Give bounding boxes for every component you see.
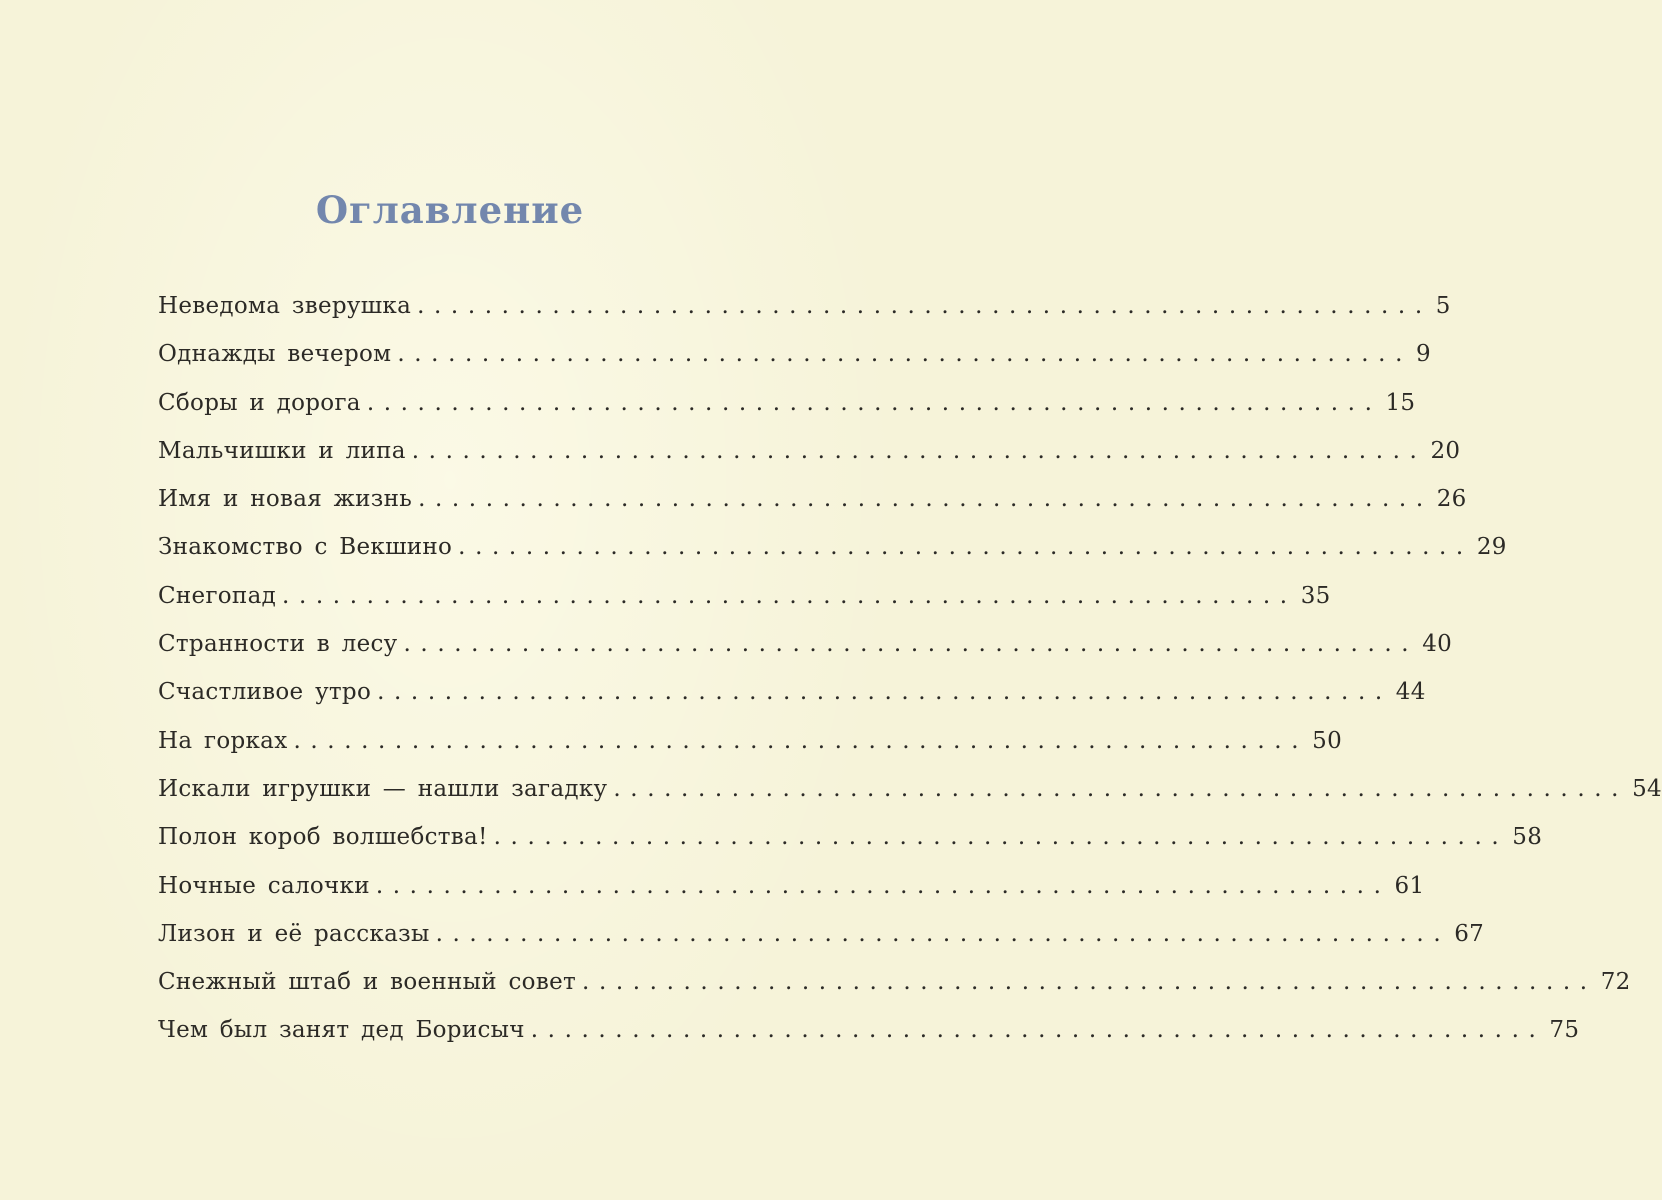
toc-entry-page: 50 xyxy=(1312,727,1343,754)
toc-entry-title: Снежный штаб и военный совет xyxy=(158,969,577,996)
toc-entry-title: Странности в лесу xyxy=(158,631,398,658)
toc-leader-dots: ............................................................ xyxy=(377,679,1392,706)
toc-entry xyxy=(158,668,1426,716)
toc-entry-title: Ночные салочки xyxy=(158,872,370,899)
toc-entry-page: 29 xyxy=(1476,534,1507,561)
toc-entry-page: 5 xyxy=(1435,293,1451,319)
toc-leader-dots: ............................................................ xyxy=(403,631,1419,658)
toc-entry xyxy=(158,765,1662,813)
toc-entry-title: Чем был занят дед Борисыч xyxy=(158,1017,525,1044)
toc-leader-dots: ............................................................ xyxy=(411,437,1427,464)
toc-leader-dots: ............................................................ xyxy=(397,341,1413,368)
toc-entry-page: 72 xyxy=(1600,969,1631,996)
toc-entry-page: 67 xyxy=(1454,920,1485,947)
toc-leader-dots: ............................................................ xyxy=(582,969,1597,996)
toc-entry-page: 15 xyxy=(1385,389,1416,416)
toc-entry-title: Однажды вечером xyxy=(158,341,392,368)
page-title: Оглавление xyxy=(315,188,585,232)
toc-entry-page: 35 xyxy=(1300,582,1331,609)
toc-leader-dots: ............................................................ xyxy=(530,1017,1546,1044)
toc-entry xyxy=(158,1006,1580,1054)
toc-entry xyxy=(158,379,1416,427)
toc-entry-title: Мальчишки и липа xyxy=(158,437,406,464)
toc-leader-dots: ............................................................ xyxy=(458,534,1473,561)
toc-entry-page: 54 xyxy=(1632,775,1662,802)
toc-leader-dots: ............................................................ xyxy=(375,872,1391,899)
toc-leader-dots: ............................................................ xyxy=(282,582,1297,609)
toc-leader-dots: ............................................................ xyxy=(293,727,1309,754)
toc-entry-page: 9 xyxy=(1416,341,1431,368)
toc-entry xyxy=(158,958,1631,1006)
toc-entry-title: Имя и новая жизнь xyxy=(158,486,413,513)
toc-leader-dots: ............................................................ xyxy=(366,389,1382,416)
toc-entry xyxy=(158,717,1343,765)
toc-entry xyxy=(158,475,1467,523)
toc-entry-page: 75 xyxy=(1549,1017,1580,1044)
toc-entry xyxy=(158,427,1461,475)
toc-entry-page: 40 xyxy=(1422,631,1453,658)
toc-entry-title: Лизон и её рассказы xyxy=(158,920,430,947)
table-of-contents xyxy=(158,282,1662,1055)
toc-entry xyxy=(158,910,1485,958)
toc-entry xyxy=(158,862,1425,910)
toc-leader-dots: ............................................................ xyxy=(418,486,1433,513)
toc-leader-dots: ............................................................ xyxy=(493,824,1509,851)
toc-entry-page: 58 xyxy=(1512,824,1543,851)
toc-entry-page: 61 xyxy=(1394,872,1425,899)
toc-entry xyxy=(158,523,1507,571)
toc-entry-title: Сборы и дорога xyxy=(158,389,361,416)
toc-entry-page: 26 xyxy=(1436,486,1467,513)
toc-entry-title: Неведома зверушка xyxy=(158,293,412,319)
toc-entry xyxy=(158,813,1543,861)
toc-entry xyxy=(158,620,1453,668)
toc-leader-dots: ............................................................ xyxy=(435,920,1451,947)
toc-entry-title: Полон короб волшебства! xyxy=(158,824,488,851)
toc-entry xyxy=(158,330,1431,378)
toc-entry-page: 44 xyxy=(1395,679,1426,706)
toc-entry-title: Искали игрушки — нашли загадку xyxy=(158,775,608,802)
toc-leader-dots: ............................................................ xyxy=(613,775,1629,802)
toc-leader-dots: ............................................................ xyxy=(417,293,1432,319)
toc-entry-title: Снегопад xyxy=(158,582,277,609)
toc-entry-title: Знакомство с Векшино xyxy=(158,534,453,561)
toc-entry xyxy=(158,572,1331,620)
toc-entry-title: Счастливое утро xyxy=(158,679,372,706)
toc-entry xyxy=(158,282,1451,330)
toc-entry-title: На горках xyxy=(158,727,288,754)
toc-entry-page: 20 xyxy=(1430,437,1461,464)
